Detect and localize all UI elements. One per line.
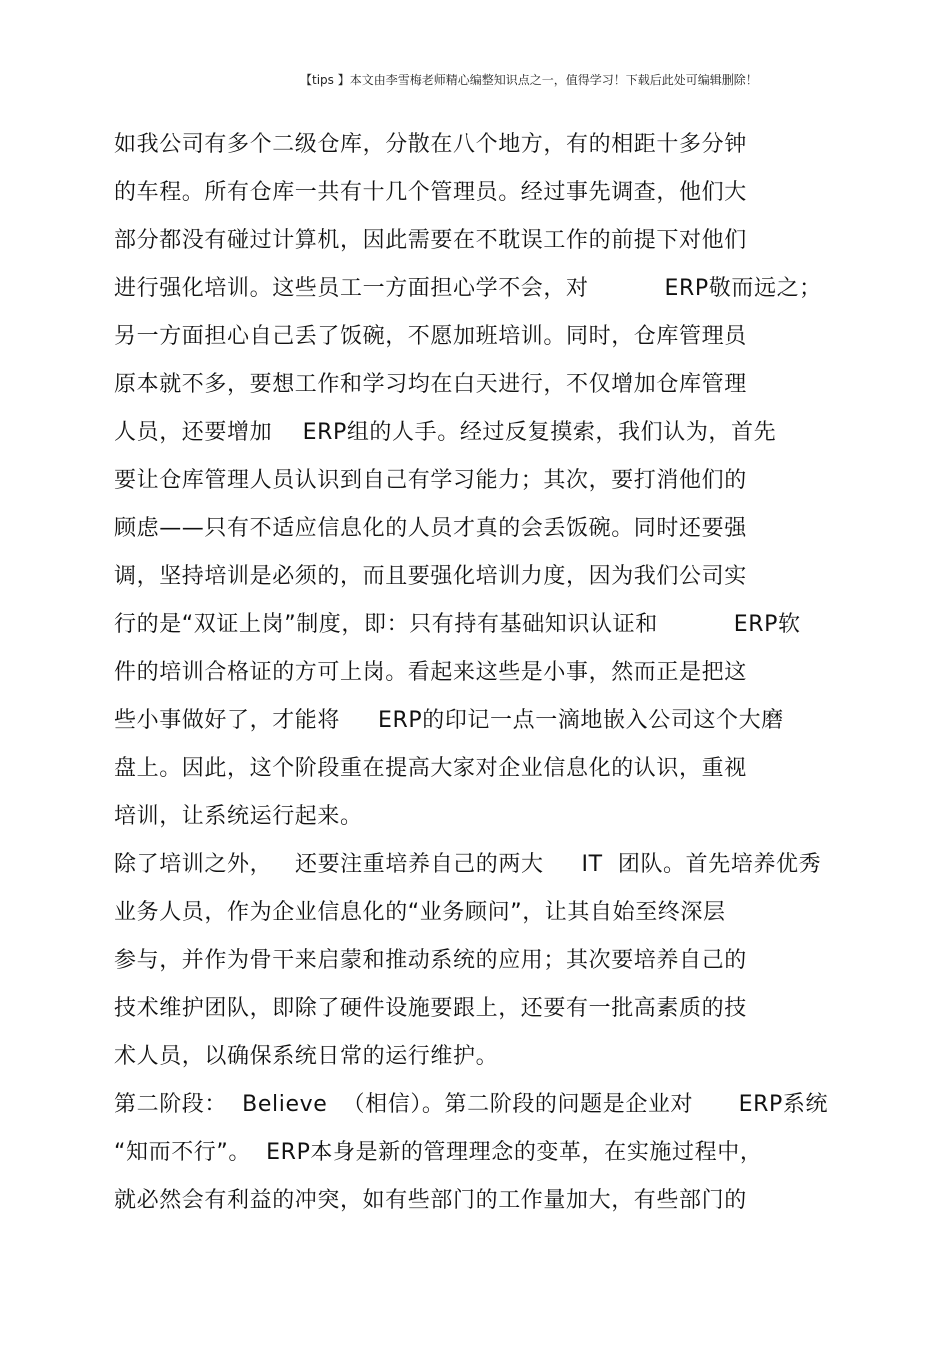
body-line: 件的培训合格证的方可上岗。看起来这些是小事，然而正是把这 — [114, 660, 747, 685]
body-line: 些小事做好了，才能将 ERP的印记一点一滴地嵌入公司这个大磨 — [114, 708, 784, 733]
body-line: 盘上。因此，这个阶段重在提高大家对企业信息化的认识，重视 — [114, 756, 747, 781]
body-line: 除了培训之外， 还要注重培养自己的两大 IT 团队。首先培养优秀 — [114, 852, 822, 877]
body-line: 进行强化培训。这些员工一方面担心学不会，对 ERP敬而远之； — [114, 276, 822, 301]
tips-header: 【tips 】本文由李雪梅老师精心编整知识点之一，值得学习！下载后此处可编辑删除！ — [300, 73, 758, 87]
body-line: 部分都没有碰过计算机，因此需要在不耽误工作的前提下对他们 — [114, 228, 747, 253]
body-line: 另一方面担心自己丢了饭碗，不愿加班培训。同时，仓库管理员 — [114, 324, 747, 349]
body-line: 培训，让系统运行起来。 — [114, 804, 363, 829]
body-line: 要让仓库管理人员认识到自己有学习能力；其次，要打消他们的 — [114, 468, 747, 493]
body-line: 技术维护团队，即除了硬件设施要跟上，还要有一批高素质的技 — [114, 996, 747, 1021]
body-line: 第二阶段： Believe （相信）。第二阶段的问题是企业对 ERP系统 — [114, 1092, 829, 1117]
body-line: 人员，还要增加 ERP组的人手。经过反复摸索，我们认为，首先 — [114, 420, 777, 445]
body-line: 调，坚持培训是必须的，而且要强化培训力度，因为我们公司实 — [114, 564, 747, 589]
body-line: 术人员，以确保系统日常的运行维护。 — [114, 1044, 499, 1069]
body-line: 行的是“双证上岗”制度，即：只有持有基础知识认证和 ERP软 — [114, 612, 801, 637]
body-line: “知而不行”。 ERP本身是新的管理理念的变革，在实施过程中， — [114, 1140, 763, 1165]
body-line: 参与，并作为骨干来启蒙和推动系统的应用；其次要培养自己的 — [114, 948, 747, 973]
body-line: 如我公司有多个二级仓库，分散在八个地方，有的相距十多分钟 — [114, 132, 747, 157]
body-line: 的车程。所有仓库一共有十几个管理员。经过事先调查，他们大 — [114, 180, 747, 205]
body-line: 业务人员，作为企业信息化的“业务顾问”，让其自始至终深层 — [114, 900, 726, 925]
body-line: 就必然会有利益的冲突，如有些部门的工作量加大，有些部门的 — [114, 1188, 747, 1213]
body-line: 顾虑——只有不适应信息化的人员才真的会丢饭碗。同时还要强 — [114, 516, 747, 541]
body-line: 原本就不多，要想工作和学习均在白天进行，不仅增加仓库管理 — [114, 372, 747, 397]
